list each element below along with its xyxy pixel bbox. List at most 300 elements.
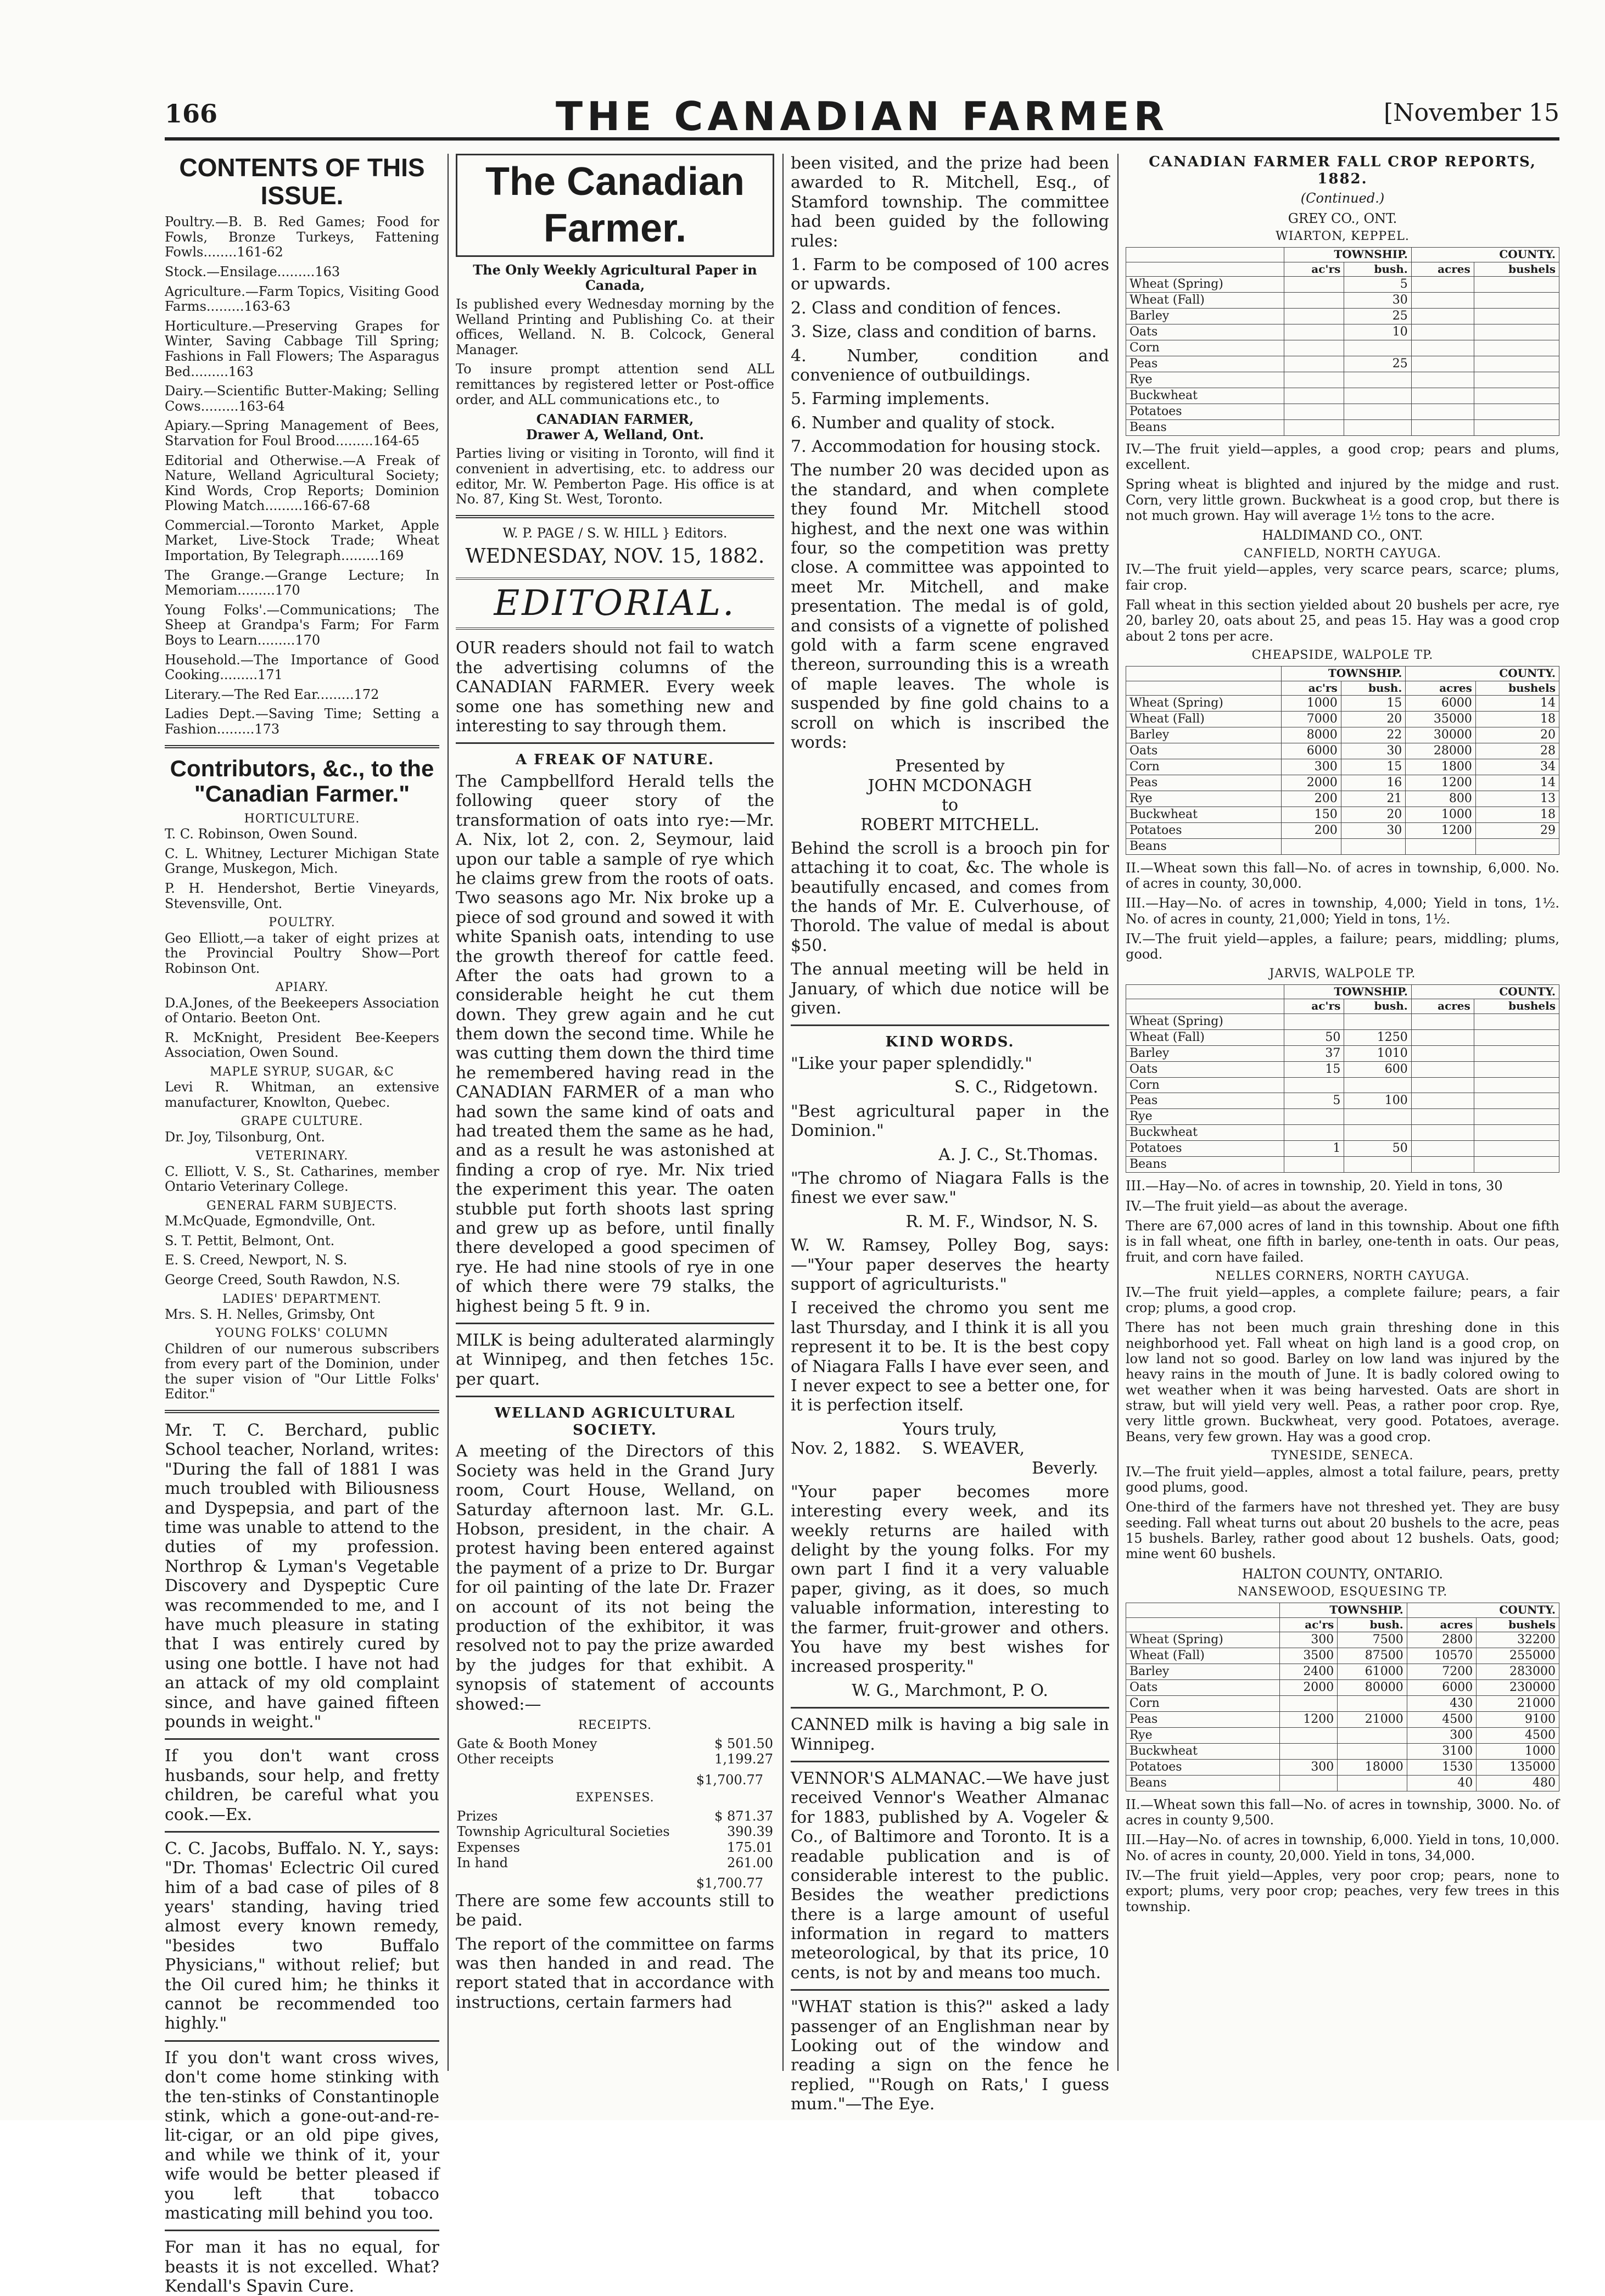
crop-value: 150 — [1281, 807, 1341, 822]
crop-value: 37 — [1284, 1045, 1344, 1061]
crop-value — [1474, 1157, 1559, 1173]
rules-list — [791, 255, 1109, 457]
crop-value: 1800 — [1406, 759, 1476, 775]
crop-note: There are 67,000 acres of land in this township. About one fifth is in fall wheat, one fifth in barley, one-tenth in oats. Our peas, fruit, and corn have failed. — [1126, 1218, 1559, 1265]
crop-head-blank — [1126, 999, 1284, 1014]
crop-subhead: ac'rs — [1281, 681, 1341, 696]
crop-value: 16 — [1341, 775, 1406, 791]
crop-row — [1126, 822, 1559, 838]
contributors-title: Contributors, &c., to the "Canadian Farmer." — [170, 755, 434, 807]
crop-note: III.—Hay—No. of acres in township, 4,000; Yield in tons, 1½. No. of acres in county, 21,000; Yield in tons, 1½. — [1126, 895, 1559, 927]
contributor-name: T. C. Robinson, Owen Sound. — [165, 826, 358, 842]
crop-row — [1126, 712, 1559, 727]
ledger-amount: 1,199.27 — [714, 1751, 773, 1767]
crop-value — [1474, 324, 1559, 340]
crop-value — [1411, 1125, 1474, 1141]
crop-name: Potatoes — [1126, 1759, 1280, 1775]
receipts-table — [456, 1736, 774, 1767]
contents-item: Poultry.—B. B. Red Games; Food for Fowls, Bronze Turkeys, Fattening Fowls........161-62 — [165, 214, 439, 260]
crop-row — [1126, 1013, 1559, 1029]
article-paragraph: If you don't want cross wives, don't come home stinking with the ten-stinks of Constantinople stink, which a gone-out-and-re-lit-cigar, or an old pipe gives, and while we think of it, your wife would be better pleased if you left that tobacco masticating mill behind you too. — [165, 2048, 439, 2223]
crop-value: 30 — [1341, 822, 1406, 838]
column-divider — [448, 154, 449, 2071]
annual-meeting-text: The annual meeting will be held in January, of which due notice will be given. — [791, 960, 1109, 1018]
address-name: CANADIAN FARMER, — [536, 411, 694, 428]
freak-heading: A FREAK OF NATURE. — [515, 752, 715, 769]
article-paragraph: For man it has no equal, for beasts it is not excelled. What? Kendall's Spavin Cure. — [165, 2238, 439, 2296]
testimonial-signature: A. J. C., St.Thomas. — [938, 1145, 1098, 1164]
crop-value: 15 — [1341, 696, 1406, 712]
divider — [165, 1831, 439, 1833]
crop-value — [1344, 1157, 1411, 1173]
crop-value: 10 — [1344, 324, 1411, 340]
crop-table-head — [1126, 666, 1559, 681]
crop-note: IV.—The fruit yield—as about the average. — [1126, 1198, 1408, 1214]
brooch-text: Behind the scroll is a brooch pin for attaching it to coat, &c. The whole is beautifully encased, and comes from the hands of Mr. E. Culverhouse, of Thorold. The value of medal is about $50. — [791, 838, 1109, 955]
crop-value: 21000 — [1477, 1695, 1559, 1711]
contributor-name: Children of our numerous subscribers from every part of the Dominion, under the super vision of "Our Little Folks' Editor." — [165, 1341, 439, 1402]
contributor-name: C. L. Whitney, Lecturer Michigan State Grange, Muskegon, Mich. — [165, 845, 439, 877]
crop-value — [1344, 404, 1411, 419]
contents-item: Young Folks'.—Communications; The Sheep at Grandpa's Farm; For Farm Boys to Learn.........170 — [165, 602, 439, 648]
col1-articles — [165, 1421, 439, 2296]
crop-name: Oats — [1126, 1061, 1284, 1077]
contents-item: Commercial.—Toronto Market, Apple Market, Live-Stock Trade; Wheat Importation, By Telegraph.........169 — [165, 517, 439, 564]
divider — [791, 1707, 1109, 1709]
crop-value — [1474, 404, 1559, 419]
contributor-section-head: LADIES' DEPARTMENT. — [222, 1292, 382, 1306]
crop-row — [1126, 309, 1559, 324]
crop-value: 29 — [1475, 822, 1559, 838]
crop-note: There has not been much grain threshing done in this neighborhood yet. Fall wheat on high land is a good crop, on low land not so good. Barley on low land was injured by the heavy rains in the mouth of June. It is badly colored owing to wet weather when it was being harvested. Oats are short in straw, but will yield very well. Peas, a rather poor crop. Rye, very little grown. Buckwheat, very good. Potatoes, average. Beans, very few grown. Hay was a good crop. — [1126, 1320, 1559, 1444]
crop-value: 25 — [1344, 356, 1411, 372]
crop-value: 87500 — [1338, 1648, 1407, 1664]
crop-subhead: bush. — [1344, 999, 1411, 1014]
crop-note: One-third of the farmers have not threshed yet. They are busy seeding. Fall wheat turns out about 20 bushels to the acre, peas 15 bushels. Barley, rather good about 12 bushels. Oats, good; mine went 60 bushels. — [1126, 1499, 1559, 1562]
paper-subtitle: The Only Weekly Agricultural Paper in Canada, — [473, 261, 757, 293]
divider — [791, 1024, 1109, 1026]
crop-value: 4500 — [1477, 1727, 1559, 1743]
contributor-name: C. Elliott, V. S., St. Catharines, member Ontario Veterinary College. — [165, 1163, 439, 1195]
crop-name: Beans — [1126, 1157, 1284, 1173]
crop-value — [1284, 356, 1344, 372]
crop-value — [1474, 309, 1559, 324]
county-reports — [1126, 211, 1559, 1914]
crop-name: Buckwheat — [1126, 1125, 1284, 1141]
testimonial-quote: "Like your paper splendidly." — [791, 1054, 1033, 1074]
crop-value — [1284, 293, 1344, 309]
ledger-amount: $ 501.50 — [714, 1735, 773, 1751]
dateline: WEDNESDAY, NOV. 15, 1882. — [465, 545, 765, 568]
contributor-name: S. T. Pettit, Belmont, Ont. — [165, 1233, 335, 1248]
crop-value: 1200 — [1406, 822, 1476, 838]
crop-value — [1411, 1141, 1474, 1157]
masthead: THE CANADIAN FARMER — [555, 93, 1169, 139]
crop-value: 430 — [1407, 1695, 1476, 1711]
crop-value — [1411, 293, 1474, 309]
crop-note: III.—Hay—No. of acres in township, 20. Yield in tons, 30 — [1126, 1178, 1503, 1194]
crop-value: 61000 — [1338, 1664, 1407, 1680]
contents-item: Literary.—The Red Ear.........172 — [165, 686, 379, 702]
crop-name: Rye — [1126, 1109, 1284, 1125]
crop-value — [1338, 1775, 1407, 1791]
page-number: 166 — [165, 99, 218, 128]
crop-name: Corn — [1126, 1695, 1280, 1711]
crop-table-subhead — [1126, 999, 1559, 1014]
crop-name: Potatoes — [1126, 404, 1284, 419]
crop-value — [1474, 356, 1559, 372]
expenses-total: $1,700.77 — [696, 1875, 763, 1891]
crop-value: 8000 — [1281, 727, 1341, 743]
crop-value — [1411, 277, 1474, 293]
crop-value: 7500 — [1338, 1632, 1407, 1648]
crop-head-blank — [1126, 984, 1284, 999]
contributor-name: George Creed, South Rawdon, N.S. — [165, 1272, 400, 1287]
crop-row — [1126, 293, 1559, 309]
inscription-line: Presented by — [895, 757, 1005, 776]
crop-subhead: bushels — [1477, 1617, 1559, 1632]
crop-name: Corn — [1126, 340, 1284, 356]
crop-value: 300 — [1280, 1632, 1338, 1648]
crop-name: Beans — [1126, 1775, 1280, 1791]
crop-value: 18 — [1475, 807, 1559, 822]
crop-value: 14 — [1475, 775, 1559, 791]
crop-name: Buckwheat — [1126, 807, 1282, 822]
milk-text: MILK is being adulterated alarmingly at Winnipeg, and then fetches 15c. per quart. — [456, 1330, 774, 1389]
testimonial-quote: "The chromo of Niagara Falls is the finest we ever saw." — [791, 1169, 1109, 1208]
crop-value — [1474, 1125, 1559, 1141]
crop-note: IV.—The fruit yield—Apples, very poor crop; pears, none to export; plums, very poor crop; peaches, very few trees in this township. — [1126, 1867, 1559, 1914]
crop-note: Fall wheat in this section yielded about 20 bushels per acre, rye 20, barley 20, oats about 25, and peas 15. Hay was a good crop about 2 tons per acre. — [1126, 597, 1559, 644]
ledger-row — [456, 1824, 774, 1839]
crop-value — [1284, 277, 1344, 293]
crop-value: 15 — [1341, 759, 1406, 775]
crop-value — [1344, 372, 1411, 388]
rule-item: 3. Size, class and condition of barns. — [791, 322, 1097, 342]
crop-value: 18 — [1475, 712, 1559, 727]
crop-value — [1411, 1109, 1474, 1125]
crop-value — [1474, 340, 1559, 356]
crop-row — [1126, 727, 1559, 743]
committee-text: been visited, and the prize had been awarded to R. Mitchell, Esq., of Stamford township. The committee had been guided by the following rules: — [791, 154, 1109, 251]
contributor-name: P. H. Hendershot, Bertie Vineyards, Stevensville, Ont. — [165, 881, 439, 911]
ledger-row — [456, 1855, 774, 1871]
decided-text: The number 20 was decided upon as the standard, and when complete they found Mr. Mitchell stood highest, and the next one was within four, so the competition was pretty close. A committee was appointed to meet Mr. Mitchell, and make presentation. The medal is of gold, and consists of a vignette of polished gold with a farm scene engraved thereon, surrounding this is a wreath of maple leaves. The whole is suspended by fine gold chains to a scroll on which is inscribed the words: — [791, 461, 1109, 752]
crop-row — [1126, 1695, 1559, 1711]
township-name: JARVIS, WALPOLE TP. — [1269, 966, 1416, 981]
crop-report-title: CANADIAN FARMER FALL CROP REPORTS, 1882. — [1149, 154, 1536, 187]
crop-value: 200 — [1281, 822, 1341, 838]
crop-value — [1284, 1077, 1344, 1093]
crop-value — [1280, 1743, 1338, 1759]
crop-value: 21 — [1341, 791, 1406, 807]
crop-value — [1338, 1695, 1407, 1711]
crop-value — [1411, 388, 1474, 404]
crop-name: Wheat (Spring) — [1126, 277, 1284, 293]
crop-value: 1200 — [1280, 1711, 1338, 1727]
crop-head-blank — [1126, 1603, 1280, 1617]
column-1 — [165, 153, 439, 2296]
township-name: NELLES CORNERS, NORTH CAYUGA. — [1215, 1269, 1470, 1283]
crop-value — [1341, 838, 1406, 854]
crop-row — [1126, 791, 1559, 807]
crop-head-blank — [1126, 247, 1284, 262]
freak-text: The Campbellford Herald tells the following queer story of the transformation of oats into rye:—Mr. A. Nix, lot 2, con. 2, Seymour, laid upon our table a sample of rye which he claims grew from the roots of oats. Two seasons ago Mr. Nix broke up a piece of sod ground and sowed it with white Spanish oats, intending to use the growth thereof for cattle feed. After the oats had grown to a considerable height he cut them down. They grew again and he cut them down the second time. While he was cutting them down the third time he remembered having read in the CANADIAN FARMER of a man who had sown the same kind of oats and had treated them the same as he had, and as a result he was astonished at finding a crop of rye. Mr. Nix tried the experiment this year. The oaten stubble put forth shoots last spring and grew up as before, until finally there developed a good specimen of rye. He had nine stools of rye in one of which there were 79 stalks, the highest being 5 ft. 9 in. — [456, 772, 774, 1316]
crop-subhead: bushels — [1475, 681, 1559, 696]
medal-inscription — [791, 757, 1109, 835]
toronto-notice: Parties living or visiting in Toronto, will find it convenient in advertising, etc. to address our editor, Mr. W. Pemberton Page. His office is at No. 87, King St. West, Toronto. — [456, 446, 774, 507]
crop-value: 30 — [1341, 743, 1406, 759]
crop-row — [1126, 1664, 1559, 1680]
crop-value — [1411, 340, 1474, 356]
crop-note: IV.—The fruit yield—apples, almost a total failure, pears, pretty good plums, good. — [1126, 1464, 1559, 1496]
crop-value — [1281, 838, 1341, 854]
crop-value: 1250 — [1344, 1029, 1411, 1045]
crop-name: Wheat (Spring) — [1126, 1013, 1284, 1029]
contents-item: Agriculture.—Farm Topics, Visiting Good Farms.........163-63 — [165, 283, 439, 315]
crop-value: 7000 — [1281, 712, 1341, 727]
rule-item: 2. Class and condition of fences. — [791, 298, 1061, 318]
crop-value: 80000 — [1338, 1680, 1407, 1696]
crop-value: 200 — [1281, 791, 1341, 807]
crop-value — [1344, 419, 1411, 435]
crop-subhead: bush. — [1338, 1617, 1407, 1632]
crop-value — [1284, 1109, 1344, 1125]
contents-title: CONTENTS OF THIS ISSUE. — [179, 153, 425, 210]
ledger-label: Other receipts — [457, 1751, 554, 1767]
inscription-line: ROBERT MITCHELL. — [860, 815, 1039, 835]
crop-value — [1474, 372, 1559, 388]
crop-name: Oats — [1126, 1680, 1280, 1696]
rule-item: 6. Number and quality of stock. — [791, 413, 1055, 433]
rule-item: 4. Number, condition and convenience of outbuildings. — [791, 346, 1109, 385]
contents-list — [165, 215, 439, 737]
crop-value: 20 — [1341, 712, 1406, 727]
ledger-label: Expenses — [457, 1839, 520, 1855]
contents-item: Apiary.—Spring Management of Bees, Starvation for Foul Brood.........164-65 — [165, 418, 439, 449]
crop-value: 800 — [1406, 791, 1476, 807]
contributor-section-head: MAPLE SYRUP, SUGAR, &C — [210, 1065, 394, 1079]
contributor-name: Geo Elliott,—a taker of eight prizes at the Provincial Poultry Show—Port Robinson Ont. — [165, 930, 439, 976]
crop-head-township: TOWNSHIP. — [1280, 1603, 1407, 1617]
crop-row — [1126, 1727, 1559, 1743]
crop-table-subhead — [1126, 1617, 1559, 1632]
crop-row — [1126, 759, 1559, 775]
crop-value: 14 — [1475, 696, 1559, 712]
crop-subhead: acres — [1406, 681, 1476, 696]
contributor-section-head: VETERINARY. — [255, 1149, 349, 1163]
crop-table — [1126, 1603, 1559, 1791]
crop-value: 300 — [1407, 1727, 1476, 1743]
rule-item: 7. Accommodation for housing stock. — [791, 437, 1101, 457]
crop-row — [1126, 1680, 1559, 1696]
crop-name: Wheat (Spring) — [1126, 1632, 1280, 1648]
crop-value — [1344, 340, 1411, 356]
crop-name: Rye — [1126, 791, 1282, 807]
township-name: CANFIELD, NORTH CAYUGA. — [1243, 546, 1442, 561]
crop-name: Wheat (Fall) — [1126, 293, 1284, 309]
crop-value — [1338, 1727, 1407, 1743]
ledger-label: Township Agricultural Societies — [457, 1824, 670, 1840]
crop-name: Wheat (Fall) — [1126, 1029, 1284, 1045]
crop-value: 300 — [1281, 759, 1341, 775]
contributor-name: R. McKnight, President Bee-Keepers Association, Owen Sound. — [165, 1029, 439, 1061]
crop-value — [1284, 404, 1344, 419]
crop-row — [1126, 696, 1559, 712]
divider — [791, 1989, 1109, 1991]
crop-name: Oats — [1126, 743, 1282, 759]
editors-line: W. P. PAGE / S. W. HILL } Editors. — [502, 525, 728, 541]
crop-subhead: ac'rs — [1284, 262, 1344, 277]
crop-value: 4500 — [1407, 1711, 1476, 1727]
expenses-heading: EXPENSES. — [575, 1791, 655, 1805]
crop-value — [1280, 1775, 1338, 1791]
crop-value — [1411, 1077, 1474, 1093]
crop-row — [1126, 419, 1559, 435]
crop-note: II.—Wheat sown this fall—No. of acres in township, 3000. No. of acres in county 9,500. — [1126, 1796, 1559, 1828]
crop-name: Peas — [1126, 356, 1284, 372]
expenses-table — [456, 1808, 774, 1871]
contributor-section-head: APIARY. — [275, 981, 329, 995]
crop-row — [1126, 324, 1559, 340]
crop-name: Rye — [1126, 372, 1284, 388]
crop-value: 35000 — [1406, 712, 1476, 727]
paper-title: The Canadian Farmer. — [456, 154, 774, 257]
crop-value — [1474, 419, 1559, 435]
crop-subhead: bush. — [1344, 262, 1411, 277]
publish-notice: Is published every Wednesday morning by the Welland Printing and Publishing Co. at their offices, Welland. N. B. Colcock, General Manager. — [456, 296, 774, 357]
crop-value — [1474, 293, 1559, 309]
crop-subhead: bushels — [1474, 999, 1559, 1014]
receipts-total: $1,700.77 — [696, 1772, 763, 1788]
crop-note: II.—Wheat sown this fall—No. of acres in township, 6,000. No. of acres in county, 30,000. — [1126, 860, 1559, 892]
crop-table-subhead — [1126, 262, 1559, 277]
crop-note: IV.—The fruit yield—apples, a good crop; pears and plums, excellent. — [1126, 441, 1559, 472]
contents-item: Stock.—Ensilage.........163 — [165, 264, 340, 279]
crop-row — [1126, 743, 1559, 759]
crop-name: Beans — [1126, 419, 1284, 435]
popular-letter: "Your paper becomes more interesting every week, and its weekly returns are hailed with delight by the young folks. For my own part I find it a very valuable paper, giving, as it does, so much valuable information, interesting to the farmer, fruit-grower and others. You have my best wishes for increased prosperity." — [791, 1482, 1109, 1677]
crop-value: 2000 — [1281, 775, 1341, 791]
contributor-name: Dr. Joy, Tilsonburg, Ont. — [165, 1129, 325, 1145]
editorial-heading: EDITORIAL. — [456, 578, 774, 630]
crop-row — [1126, 1061, 1559, 1077]
crop-value: 5 — [1344, 277, 1411, 293]
crop-row — [1126, 775, 1559, 791]
crop-row — [1126, 1743, 1559, 1759]
letter-place: Beverly. — [1032, 1458, 1098, 1478]
rule-item: 1. Farm to be composed of 100 acres or upwards. — [791, 255, 1109, 294]
crop-head-blank — [1126, 1617, 1280, 1632]
crop-value — [1474, 1077, 1559, 1093]
kind-words-list — [791, 1054, 1109, 1294]
ledger-row — [456, 1808, 774, 1824]
crop-row — [1126, 1125, 1559, 1141]
letter-date: Nov. 2, 1882. — [791, 1439, 901, 1459]
crop-table — [1126, 984, 1559, 1173]
crop-value: 3500 — [1280, 1648, 1338, 1664]
ledger-amount: $ 871.37 — [714, 1808, 773, 1824]
crop-value — [1344, 1109, 1411, 1125]
address-box: Drawer A, Welland, Ont. — [525, 426, 704, 443]
column-4 — [1126, 154, 1559, 2082]
crop-subhead: ac'rs — [1280, 1617, 1338, 1632]
crop-name: Barley — [1126, 1664, 1280, 1680]
crop-name: Wheat (Fall) — [1126, 1648, 1280, 1664]
contents-item: The Grange.—Grange Lecture; In Memoriam.........170 — [165, 567, 439, 598]
crop-value: 6000 — [1406, 696, 1476, 712]
crop-subhead: bush. — [1341, 681, 1406, 696]
contributor-section-head: GRAPE CULTURE. — [241, 1115, 363, 1129]
crop-value — [1474, 1109, 1559, 1125]
county-name: HALDIMAND CO., ONT. — [1262, 528, 1423, 544]
crop-value: 230000 — [1477, 1680, 1559, 1696]
crop-note: III.—Hay—No. of acres in township, 6,000. Yield in tons, 10,000. No. of acres in county, 20,000. Yield in tons, 34,000. — [1126, 1832, 1559, 1863]
crop-value — [1411, 419, 1474, 435]
crop-row — [1126, 372, 1559, 388]
crop-value: 20 — [1475, 727, 1559, 743]
crop-value — [1284, 1125, 1344, 1141]
crop-row — [1126, 340, 1559, 356]
crop-name: Barley — [1126, 1045, 1284, 1061]
welland-heading: WELLAND AGRICULTURAL SOCIETY. — [494, 1405, 736, 1438]
crop-head-county: COUNTY. — [1406, 666, 1559, 681]
rule-item: 5. Farming implements. — [791, 389, 990, 409]
crop-row — [1126, 1648, 1559, 1664]
inscription-line: JOHN MCDONAGH — [868, 776, 1032, 796]
contents-item: Dairy.—Scientific Butter-Making; Selling Cows.........163-64 — [165, 383, 439, 414]
crop-value: 50 — [1284, 1029, 1344, 1045]
crop-head-blank — [1126, 681, 1282, 696]
county-name: HALTON COUNTY, ONTARIO. — [1242, 1566, 1443, 1582]
testimonial-signature: S. C., Ridgetown. — [954, 1078, 1098, 1097]
contents-item: Household.—The Importance of Good Cooking.........171 — [165, 652, 439, 683]
crop-value: 5 — [1284, 1093, 1344, 1109]
township-name: WIARTON, KEPPEL. — [1276, 229, 1410, 243]
crop-subhead: bushels — [1474, 262, 1559, 277]
crop-value — [1284, 419, 1344, 435]
crop-row — [1126, 1711, 1559, 1727]
report-text: The report of the committee on farms was then handed in and read. The report stated that in accordance with instructions, certain farmers had — [456, 1934, 774, 2012]
contents-item: Ladies Dept.—Saving Time; Setting a Fashion.........173 — [165, 706, 439, 737]
crop-row — [1126, 1157, 1559, 1173]
contents-item: Horticulture.—Preserving Grapes for Winter, Saving Cabbage Till Spring; Fashions in Fall Flowers; The Asparagus Bed.........163 — [165, 318, 439, 379]
crop-value: 1200 — [1406, 775, 1476, 791]
crop-value — [1411, 324, 1474, 340]
crop-value: 32200 — [1477, 1632, 1559, 1648]
crop-value — [1474, 1029, 1559, 1045]
county-name: GREY CO., ONT. — [1288, 210, 1397, 226]
contributors-list — [165, 812, 439, 1402]
intro-text: OUR readers should not fail to watch the advertising columns of the CANADIAN FARMER. Every week some one has something new and interesting to say through them. — [456, 639, 774, 736]
crop-value — [1411, 1013, 1474, 1029]
contributor-section-head: YOUNG FOLKS' COLUMN — [215, 1326, 389, 1341]
divider — [165, 2230, 439, 2231]
vennor-text: VENNOR'S ALMANAC.—We have just received Vennor's Weather Almanac for 1883, published by A. Vogeler & Co., of Baltimore and Toronto. It is a readable publication and is of considerable interest to the public. Besides the weather predictions there is a large amount of useful information in regard to matters meteorological, by that its price, 10 cents, is not by and means too much. — [791, 1768, 1109, 1983]
crop-name: Potatoes — [1126, 1141, 1284, 1157]
crop-value: 9100 — [1477, 1711, 1559, 1727]
crop-value — [1411, 309, 1474, 324]
crop-value — [1474, 1061, 1559, 1077]
ledger-label: Prizes — [457, 1808, 498, 1824]
crop-head-county: COUNTY. — [1407, 1603, 1559, 1617]
crop-value — [1344, 1125, 1411, 1141]
crop-value — [1474, 1141, 1559, 1157]
testimonial-signature: R. M. F., Windsor, N. S. — [905, 1212, 1098, 1231]
crop-name: Barley — [1126, 727, 1282, 743]
contributor-name: D.A.Jones, of the Beekeepers Association of Ontario. Beeton Ont. — [165, 995, 439, 1026]
contributor-section-head: HORTICULTURE. — [244, 811, 360, 826]
